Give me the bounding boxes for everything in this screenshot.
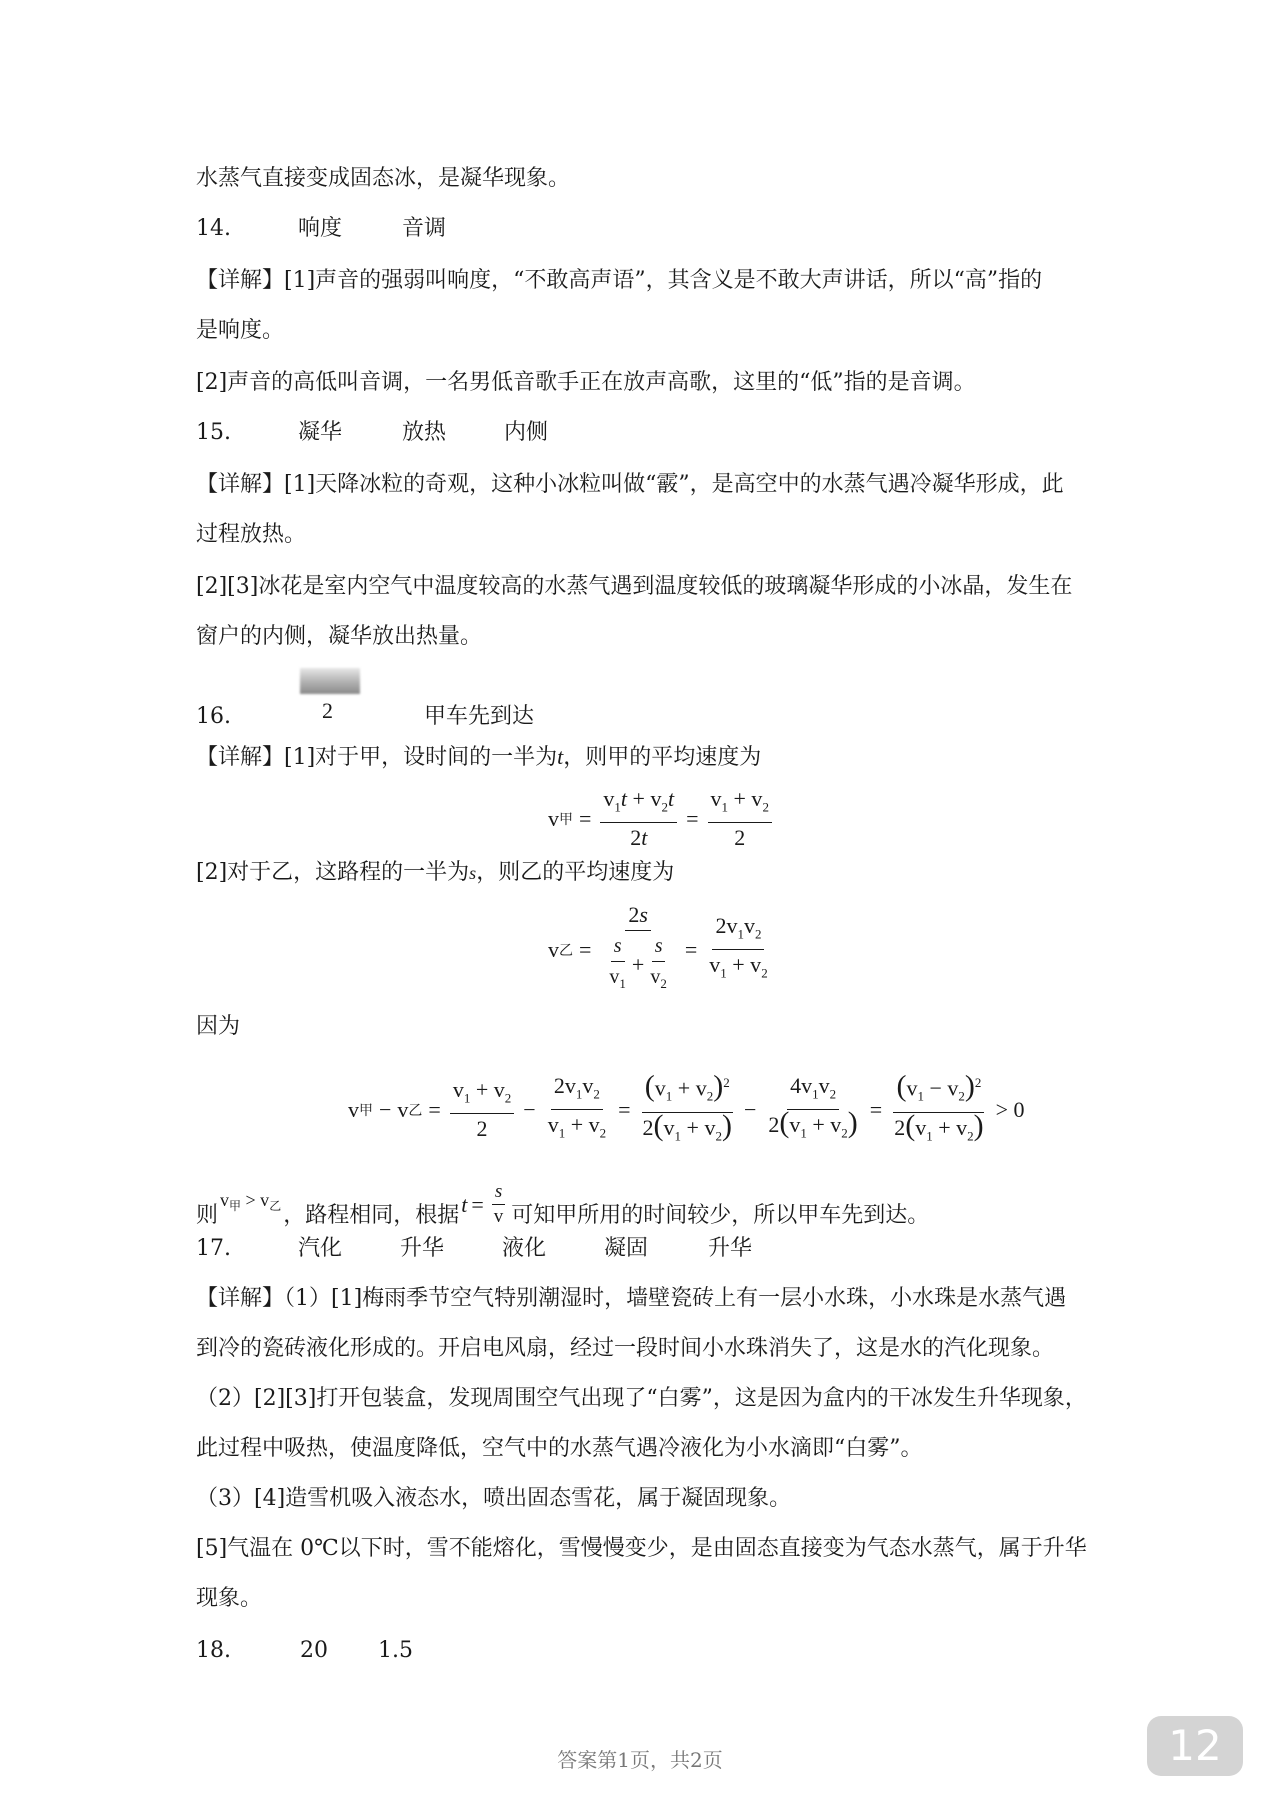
text-line: 到冷的瓷砖液化形成的。开启电风扇，经过一段时间小水珠消失了，这是水的汽化现象。 xyxy=(196,1336,1055,1361)
answer-15-1: 凝华 xyxy=(298,420,343,445)
text-segment: 可知甲所用的时间较少，所以甲车先到达。 xyxy=(511,1203,930,1228)
text-line: 水蒸气直接变成固态冰，是凝华现象。 xyxy=(196,166,571,191)
text-segment: 则 xyxy=(196,1203,219,1228)
text-line: 窗户的内侧，凝华放出热量。 xyxy=(196,624,483,649)
text-segment: ，则甲的平均速度为 xyxy=(563,745,762,770)
answer-16-denominator: 2 xyxy=(322,698,333,723)
answer-14-2: 音调 xyxy=(402,216,447,241)
math-gt-zero: > 0 xyxy=(995,1096,1025,1122)
text-line: （3）[4]造雪机吸入液态水，喷出固态雪花，属于凝固现象。 xyxy=(196,1486,792,1511)
answer-17-4: 凝固 xyxy=(604,1236,649,1261)
fraction: $\frac{v_1t + v_2t}{2t}$ xyxy=(600,786,677,851)
answer-17-3: 液化 xyxy=(502,1236,547,1261)
page-footer: 答案第1页，共2页 xyxy=(557,1748,723,1772)
question-number-18: 18. xyxy=(196,1638,231,1663)
text-line xyxy=(196,858,674,888)
answer-17-2: 升华 xyxy=(400,1236,445,1261)
question-number-15: 15. xyxy=(196,420,231,445)
text-line: （2）[2][3]打开包装盒，发现周围空气出现了“白雾”，这是因为盒内的干冰发生升华现象， xyxy=(196,1386,1087,1411)
equation-v-jia: v 甲 = $\frac{v_1t + v_2t}{2t}$ = $\frac{v_1 + v_2}{2}$ xyxy=(548,786,775,851)
text-segment: 【详解】[1]对于甲，设时间的一半为 xyxy=(196,745,558,770)
text-line: 因为 xyxy=(196,1014,241,1039)
page-number-badge: 12 xyxy=(1147,1716,1243,1776)
fraction: $\frac{v_1 + v_2}{2}$ xyxy=(708,786,772,851)
text-line xyxy=(196,742,761,773)
text-line: 则 $v_甲 > v_乙$ ，路程相同，根据 t = $\frac{s}{v}$ 可知甲所用的时间较少，所以甲车先到达。 xyxy=(196,1186,929,1231)
text-segment: ，路程相同，根据 xyxy=(283,1203,460,1228)
answer-18-2: 1.5 xyxy=(378,1638,413,1663)
fraction: $\frac{2v_1v_2}{v_1 + v_2}$ xyxy=(709,912,768,981)
math-s: s xyxy=(469,863,477,883)
text-segment: ，则乙的平均速度为 xyxy=(476,860,675,885)
fraction: 2s $\frac{s}{v_1}$ + $\frac{s}{v_2}$ xyxy=(609,902,667,991)
text-line: 现象。 xyxy=(196,1586,263,1611)
math-v: v xyxy=(548,805,559,831)
question-number-16: 16. xyxy=(196,704,231,729)
answer-15-2: 放热 xyxy=(402,420,447,445)
answer-14-1: 响度 xyxy=(298,216,343,241)
text-line: 此过程中吸热，使温度降低，空气中的水蒸气遇冷液化为小水滴即“白雾”。 xyxy=(196,1436,923,1461)
answer-17-1: 汽化 xyxy=(298,1236,343,1261)
answer-17-5: 升华 xyxy=(708,1236,753,1261)
answer-16-2: 甲车先到达 xyxy=(424,704,535,729)
answer-15-3: 内侧 xyxy=(504,420,549,445)
text-line: 是响度。 xyxy=(196,318,285,343)
math-v: v xyxy=(548,936,559,962)
question-number-17: 17. xyxy=(196,1236,231,1261)
equation-v-yi: v 乙 = 2s $\frac{s}{v_1}$ + $\frac{s}{v_2}$ = $\frac{2v_1v_2}{v_1 + v_2}$ xyxy=(548,902,774,997)
text-line: [2][3]冰花是室内空气中温度较高的水蒸气遇到温度较低的玻璃凝华形成的小冰晶，发生在 xyxy=(196,574,1073,599)
math-t: t xyxy=(557,744,564,769)
answer-18-1: 20 xyxy=(300,1638,328,1663)
text-segment: [2]对于乙，这路程的一半为 xyxy=(196,860,470,885)
text-line: 【详解】（1）[1]梅雨季节空气特别潮湿时，墙壁瓷砖上有一层小水珠，小水珠是水蒸气遇 xyxy=(196,1286,1067,1311)
text-line: [5]气温在 0℃以下时，雪不能熔化，雪慢慢变少，是由固态直接变为气态水蒸气，属于升华 xyxy=(196,1536,1087,1561)
text-line: 过程放热。 xyxy=(196,522,307,547)
equation-difference: v 甲 − v 乙 = $\frac{v_1 + v_2}{2}$ − $\frac{2v_1v_2}{v_1 + v_2}$ = $\frac{(v_1 + v_2)^2}{2(v_1 + v_2)}$ − $\frac{4v_1v_2}{2(v_1 + v_2)}$ = $\frac{(v_1 - v_2)^2}{2(v_1 + v_2)}$ > 0 xyxy=(348,1069,1025,1144)
math-sub-yi: 乙 xyxy=(559,943,573,959)
blurred-numerator xyxy=(300,668,360,694)
question-number-14: 14. xyxy=(196,216,231,241)
text-line: 【详解】[1]声音的强弱叫响度，“不敢高声语”，其含义是不敢大声讲话，所以“高”指的 xyxy=(196,268,1043,293)
math-sub-jia: 甲 xyxy=(559,812,573,828)
text-line: [2]声音的高低叫音调，一名男低音歌手正在放声高歌，这里的“低”指的是音调。 xyxy=(196,370,976,395)
text-line: 【详解】[1]天降冰粒的奇观，这种小冰粒叫做“霰”，是高空中的水蒸气遇冷凝华形成，此 xyxy=(196,472,1064,497)
